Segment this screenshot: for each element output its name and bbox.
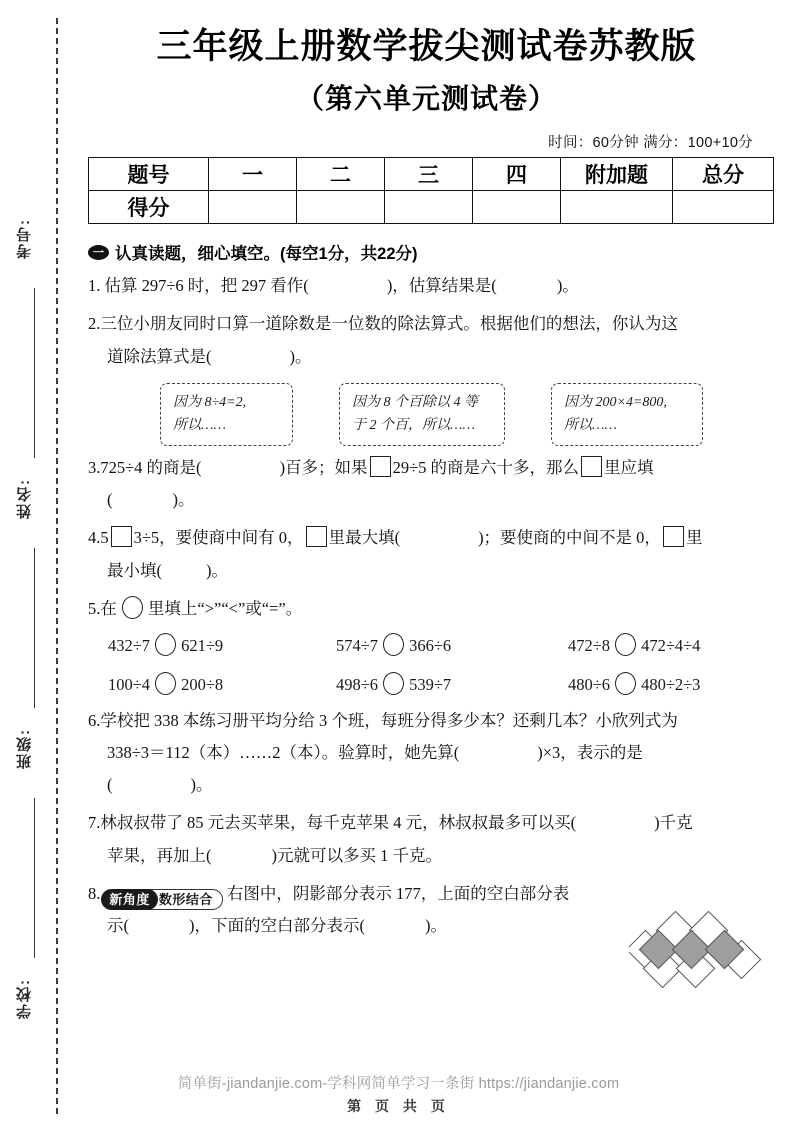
table-row-scores bbox=[89, 191, 774, 224]
compare-pair-4 bbox=[108, 672, 336, 695]
thought-box-3-line2: 所以…… bbox=[564, 417, 617, 433]
thought-box-2-line2: 于 2 个百，所以…… bbox=[352, 417, 475, 433]
compare-circle-6[interactable] bbox=[615, 672, 636, 695]
seal-label-school: 学校: bbox=[16, 978, 33, 1019]
score-header-4: 四 bbox=[473, 158, 561, 191]
compare-pair-6-right: 480÷2÷3 bbox=[641, 674, 701, 694]
answer-box-3b[interactable] bbox=[581, 456, 602, 477]
question-3-text-e: ( bbox=[107, 490, 113, 510]
seal-dashed-line bbox=[56, 18, 58, 1114]
question-2-line2a: 道除法算式是( bbox=[107, 346, 212, 366]
question-1-number: 1. bbox=[88, 276, 101, 296]
compare-pair-6 bbox=[568, 672, 765, 695]
score-table bbox=[88, 157, 774, 224]
page-title: 三年级上册数学拔尖测试卷苏教版 bbox=[156, 27, 697, 66]
question-6-number: 6. bbox=[88, 710, 101, 730]
question-1 bbox=[88, 270, 765, 302]
answer-box-4b[interactable] bbox=[306, 526, 327, 547]
thought-box-2-line1: 因为 8 个百除以 4 等 bbox=[352, 394, 478, 410]
question-1-text-c: )。 bbox=[556, 276, 579, 296]
question-4-text-c: 里最大填( bbox=[328, 528, 401, 548]
question-3-text-d: 里应填 bbox=[604, 458, 654, 477]
question-3-text-b: )百多；如果 bbox=[279, 458, 368, 477]
answer-box-3a[interactable] bbox=[370, 456, 391, 477]
seal-rule-2 bbox=[34, 548, 35, 708]
question-4-text-f: 最小填( bbox=[107, 560, 162, 580]
question-4-text-g: )。 bbox=[206, 560, 228, 580]
compare-pair-2-left: 574÷7 bbox=[336, 635, 379, 655]
question-2-line2b: )。 bbox=[289, 346, 312, 366]
question-3 bbox=[88, 452, 765, 516]
compare-circle-4[interactable] bbox=[155, 672, 176, 695]
footer-watermark: 简单街-jiandanjie.com-学科网简单学习一条街 https://jiandanjie.com bbox=[177, 1076, 620, 1092]
score-cell-4[interactable] bbox=[473, 191, 561, 224]
compare-circle-1[interactable] bbox=[155, 633, 176, 656]
page-footer bbox=[0, 1072, 797, 1116]
thought-box-1 bbox=[160, 383, 293, 446]
question-3-text-f: )。 bbox=[172, 490, 195, 510]
compare-pair-5 bbox=[336, 672, 568, 695]
score-header-bonus: 附加题 bbox=[561, 158, 673, 191]
section-one-header bbox=[88, 240, 765, 264]
question-8-number: 8. bbox=[88, 883, 101, 903]
question-7-line1b: )千克 bbox=[654, 813, 693, 833]
question-8-line2b: )，下面的空白部分表示( bbox=[189, 915, 365, 935]
question-6-line1: 学校把 338 本练习册平均分给 3 个班，每班分得多少本？还剩几本？小欣列式为 bbox=[100, 710, 678, 730]
page-subtitle: （第六单元测试卷） bbox=[295, 83, 557, 115]
question-1-text-a: 估算 297÷6 时，把 297 看作( bbox=[104, 276, 309, 296]
question-4-text-b: 3÷5，要使商中间有 0， bbox=[133, 528, 304, 548]
compare-circle-5[interactable] bbox=[383, 672, 404, 695]
compare-pair-5-left: 498÷6 bbox=[336, 674, 379, 694]
question-5 bbox=[88, 593, 765, 625]
compare-pair-2 bbox=[336, 633, 568, 656]
compare-pair-4-right: 200÷8 bbox=[181, 674, 224, 694]
compare-pair-5-right: 539÷7 bbox=[409, 674, 452, 694]
question-4-text-e: 里 bbox=[685, 528, 703, 548]
section-one-title: 认真读题，细心填空。(每空1分，共22分) bbox=[115, 245, 418, 264]
question-1-text-b: )，估算结果是( bbox=[386, 276, 497, 296]
thought-box-2 bbox=[339, 383, 505, 446]
question-2-line1: 三位小朋友同时口算一道除数是一位数的除法算式。根据他们的想法，你认为这 bbox=[100, 314, 678, 334]
score-header-total: 总分 bbox=[673, 158, 774, 191]
question-2-number: 2. bbox=[88, 314, 101, 334]
compare-pair-1-right: 621÷9 bbox=[181, 635, 224, 655]
question-4-number: 4. bbox=[88, 528, 101, 548]
table-row-headers bbox=[89, 158, 774, 191]
question-6 bbox=[88, 705, 765, 802]
footer-page-number: 第 页 共 页 bbox=[347, 1098, 450, 1114]
seal-rule-1 bbox=[34, 288, 35, 458]
compare-circle-prompt bbox=[122, 596, 143, 619]
compare-pair-3 bbox=[568, 633, 765, 656]
compare-pair-3-right: 472÷4÷4 bbox=[641, 635, 701, 655]
question-3-text-c: 29÷5 的商是六十多，那么 bbox=[392, 458, 579, 477]
seal-label-class: 班级: bbox=[16, 728, 33, 769]
question-8-line1: 右图中，阴影部分表示 177，上面的空白部分表 bbox=[226, 883, 570, 903]
answer-box-4a[interactable] bbox=[111, 526, 132, 547]
compare-circle-2[interactable] bbox=[383, 633, 404, 656]
compare-expression-grid bbox=[108, 633, 765, 695]
score-cell-2[interactable] bbox=[297, 191, 385, 224]
compare-pair-2-right: 366÷6 bbox=[409, 635, 452, 655]
question-7-line2b: )元就可以多买 1 千克。 bbox=[271, 845, 442, 865]
thought-box-3-line1: 因为 200×4=800, bbox=[564, 394, 667, 410]
score-cell-total[interactable] bbox=[673, 191, 774, 224]
compare-pair-1 bbox=[108, 633, 336, 656]
question-5-prompt-b: 里填上“>”“<”或“=”。 bbox=[147, 598, 303, 618]
question-6-line2b: )×3，表示的是 bbox=[537, 743, 643, 763]
question-6-line2a: 338÷3＝112（本）……2（本）。验算时，她先算( bbox=[107, 743, 460, 763]
seal-rule-3 bbox=[34, 798, 35, 958]
score-header-3: 三 bbox=[385, 158, 473, 191]
question-5-number: 5. bbox=[88, 598, 101, 618]
question-4-text-d: )；要使商的中间不是 0， bbox=[478, 528, 661, 548]
question-2 bbox=[88, 308, 765, 372]
question-3-text-a: 725÷4 的商是( bbox=[100, 458, 202, 477]
score-cell-3[interactable] bbox=[385, 191, 473, 224]
thought-box-1-line2: 所以…… bbox=[173, 417, 226, 433]
thought-box-1-line1: 因为 8÷4=2, bbox=[173, 394, 247, 410]
badge-new-angle: 新角度 bbox=[101, 889, 158, 910]
seal-label-student-name: 姓名: bbox=[16, 478, 33, 519]
question-8-line2c: )。 bbox=[425, 915, 447, 935]
score-cell-bonus[interactable] bbox=[561, 191, 673, 224]
compare-pair-1-left: 432÷7 bbox=[108, 635, 151, 655]
compare-pair-4-left: 100÷4 bbox=[108, 674, 151, 694]
compare-pair-3-left: 472÷8 bbox=[568, 635, 611, 655]
answer-box-4c[interactable] bbox=[663, 526, 684, 547]
question-7 bbox=[88, 807, 765, 871]
seal-label-exam-number: 考号: bbox=[16, 218, 33, 259]
question-8-badge-group bbox=[101, 889, 223, 910]
question-8-line2a: 示( bbox=[107, 915, 129, 935]
score-row-label: 得分 bbox=[89, 191, 209, 224]
question-5-prompt-a: 在 bbox=[100, 598, 117, 618]
thought-box-3 bbox=[551, 383, 703, 446]
question-6-line3a: ( bbox=[107, 775, 113, 795]
question-7-line2a: 苹果，再加上( bbox=[107, 845, 212, 865]
score-header-2: 二 bbox=[297, 158, 385, 191]
question-7-number: 7. bbox=[88, 813, 101, 833]
thought-bubble-row bbox=[160, 383, 765, 446]
answer-sheet-margin bbox=[0, 0, 68, 1130]
question-4-text-a: 5 bbox=[100, 528, 109, 548]
compare-pair-6-left: 480÷6 bbox=[568, 674, 611, 694]
question-4 bbox=[88, 522, 765, 586]
section-number-badge: 一 bbox=[88, 245, 109, 260]
badge-number-shape: 数形结合 bbox=[148, 889, 223, 910]
diamond-lattice-figure bbox=[629, 905, 779, 1001]
question-7-line1a: 林叔叔带了 85 元去买苹果，每千克苹果 4 元，林叔叔最多可以买( bbox=[100, 813, 577, 833]
score-header-label: 题号 bbox=[89, 158, 209, 191]
score-header-1: 一 bbox=[209, 158, 297, 191]
compare-circle-3[interactable] bbox=[615, 633, 636, 656]
question-6-line3b: )。 bbox=[190, 775, 213, 795]
score-cell-1[interactable] bbox=[209, 191, 297, 224]
question-3-number: 3. bbox=[88, 458, 101, 477]
exam-meta-info: 时间：60分钟 满分：100+10分 bbox=[548, 135, 753, 152]
